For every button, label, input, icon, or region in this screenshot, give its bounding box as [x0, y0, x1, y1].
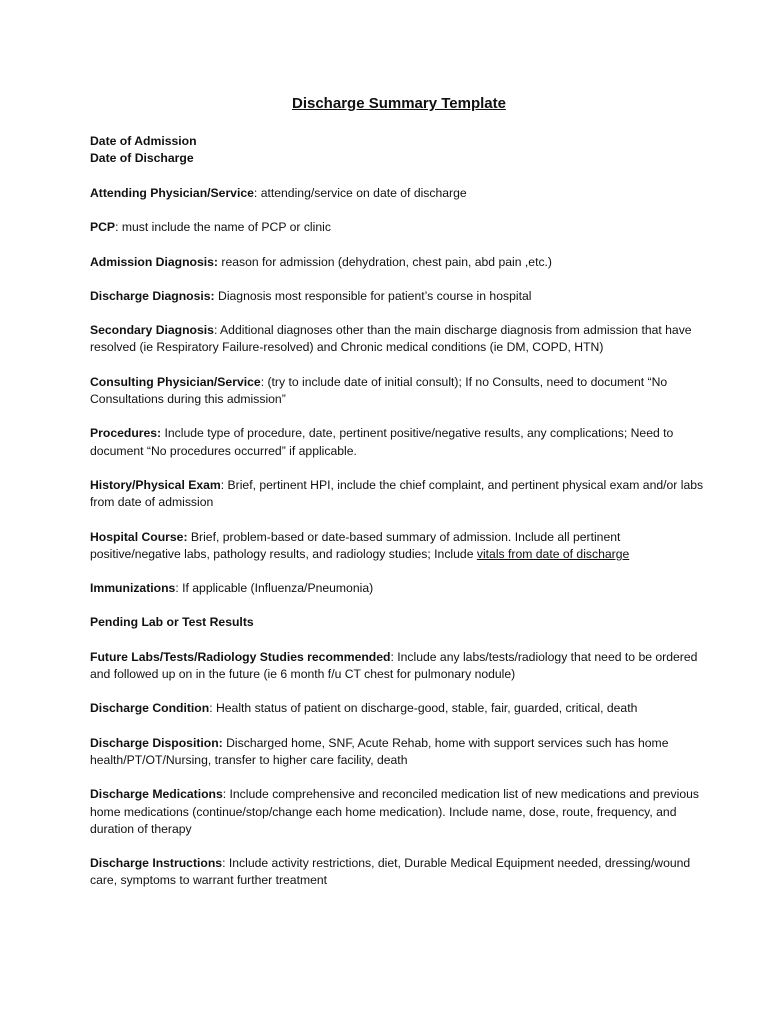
discharge-instructions-section	[90, 855, 708, 890]
section-text: : Include activity restrictions, diet, Durable Medical Equipment needed, dressing/wound care, symptoms to warrant further treatment	[90, 856, 691, 888]
section-label: Attending Physician/Service	[90, 186, 254, 200]
future-labs-section	[90, 649, 708, 684]
section-text: : (try to include date of initial consult); If no Consults, need to document “No Consultations during this admission”	[90, 374, 668, 407]
section-label: Procedures:	[90, 426, 162, 441]
section-label: Discharge Disposition:	[90, 735, 223, 750]
date-fields	[90, 133, 708, 167]
section-text: Discharged home, SNF, Acute Rehab, home with support services such has home health/PT/OT/Nursing, transfer to higher care facility, death	[90, 735, 669, 767]
section-label: Hospital Course:	[90, 529, 188, 544]
section-text: : Brief, pertinent HPI, include the chief complaint, and pertinent physical exam and/or labs from date of admission	[90, 477, 704, 510]
section-text: Diagnosis most responsible for patient’s course in hospital	[214, 288, 532, 303]
date-of-admission-label: Date of Admission	[90, 134, 197, 148]
section-text: : Include comprehensive and reconciled medication list of new medications and previous home medications (continue/stop/change each home medication). Include name, dose, route, frequency, and duration of therapy	[90, 787, 700, 836]
section-label: Discharge Diagnosis:	[90, 288, 215, 303]
section-label: Discharge Medications	[90, 787, 223, 802]
section-text: : Additional diagnoses other than the main discharge diagnosis from admission that have resolved (ie Respiratory Failure-resolved) and Chronic medical conditions (ie DM, COPD, HTN)	[90, 323, 692, 355]
section-label: Discharge Instructions	[90, 856, 223, 871]
section-label: PCP	[90, 220, 116, 235]
vitals-underlined-text: vitals from date of discharge	[476, 546, 630, 561]
immunizations-section	[90, 580, 708, 597]
hospital-course-section	[90, 529, 708, 564]
procedures-section	[90, 425, 708, 460]
section-label: Secondary Diagnosis	[90, 323, 214, 338]
discharge-condition-section	[90, 700, 708, 717]
section-text: : If applicable (Influenza/Pneumonia)	[175, 581, 374, 596]
section-label: Consulting Physician/Service	[90, 374, 261, 389]
discharge-diagnosis-section	[90, 288, 708, 305]
secondary-diagnosis-section	[90, 322, 708, 357]
section-label: Discharge Condition	[90, 701, 210, 716]
section-text: : must include the name of PCP or clinic	[115, 220, 331, 235]
discharge-disposition-section	[90, 735, 708, 770]
history-physical-section	[90, 477, 708, 512]
attending-physician-section	[90, 185, 708, 202]
admission-diagnosis-section	[90, 254, 708, 271]
section-text: reason for admission (dehydration, chest pain, abd pain ,etc.)	[218, 254, 552, 269]
pending-results-section	[90, 614, 708, 631]
section-text: : Health status of patient on discharge-good, stable, fair, guarded, critical, death	[209, 701, 638, 716]
date-of-discharge-label: Date of Discharge	[90, 151, 194, 165]
section-text: : Include any labs/tests/radiology that need to be ordered and followed up on in the future (ie 6 month f/u CT chest for pulmonary nodule)	[90, 649, 698, 682]
section-text: : attending/service on date of discharge	[253, 186, 467, 200]
pcp-section	[90, 219, 708, 236]
section-label: Admission Diagnosis:	[90, 254, 218, 269]
section-label: Immunizations	[90, 581, 176, 596]
document-title: Discharge Summary Template	[292, 95, 506, 112]
section-label: Future Labs/Tests/Radiology Studies recommended	[90, 649, 391, 664]
section-label: Pending Lab or Test Results	[90, 615, 254, 630]
consulting-physician-section	[90, 374, 708, 409]
section-label: History/Physical Exam	[90, 477, 221, 492]
discharge-medications-section	[90, 786, 708, 838]
section-text: Brief, problem-based or date-based summary of admission. Include all pertinent positive/negative labs, pathology results, and radiology studies; Include	[90, 529, 621, 561]
section-text: Include type of procedure, date, pertinent positive/negative results, any complications; Need to document “No procedures occurred” if applicable.	[90, 426, 674, 458]
